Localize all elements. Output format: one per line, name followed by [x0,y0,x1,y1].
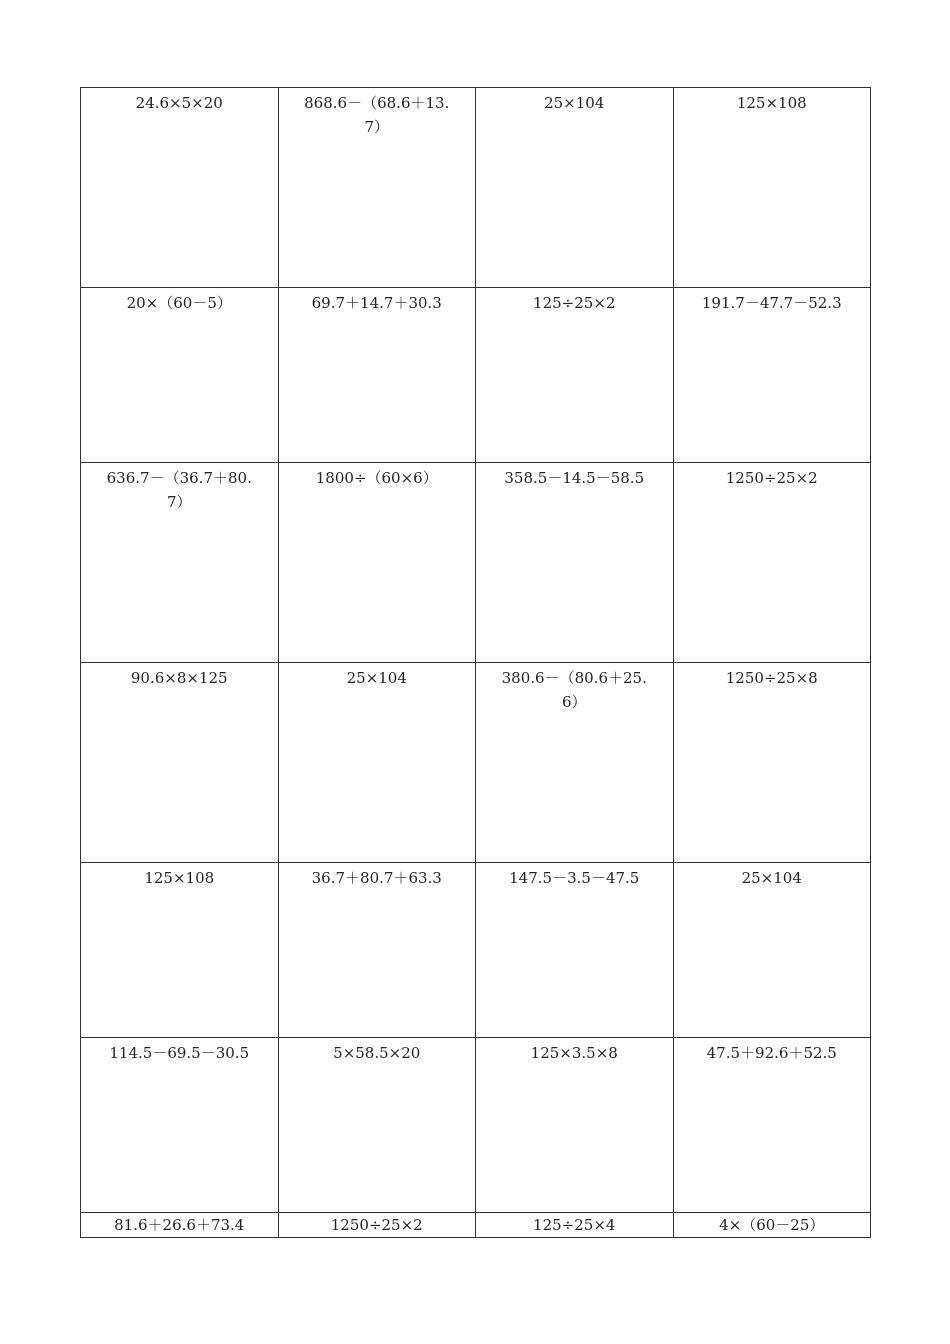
problem-cell: 636.7－（36.7＋80.7） [81,463,279,663]
grid-row [81,663,871,863]
problem-cell: 69.7＋14.7＋30.3 [278,288,476,463]
problem-cell: 125÷25×2 [476,288,674,463]
problem-cell: 1250÷25×2 [673,463,871,663]
problem-cell: 114.5－69.5－30.5 [81,1038,279,1213]
grid-row [81,1213,871,1238]
problem-cell: 36.7＋80.7＋63.3 [278,863,476,1038]
problem-cell: 380.6－（80.6＋25.6） [476,663,674,863]
problem-cell: 125×3.5×8 [476,1038,674,1213]
problem-cell: 191.7－47.7－52.3 [673,288,871,463]
problem-cell: 90.6×8×125 [81,663,279,863]
calculation-grid [80,87,871,1238]
problem-cell: 4×（60－25） [673,1213,871,1238]
problem-cell: 125÷25×4 [476,1213,674,1238]
problem-cell: 24.6×5×20 [81,88,279,288]
problem-cell: 47.5＋92.6＋52.5 [673,1038,871,1213]
problem-cell: 358.5－14.5－58.5 [476,463,674,663]
problem-cell: 1800÷（60×6） [278,463,476,663]
problem-cell: 125×108 [81,863,279,1038]
problem-cell: 25×104 [476,88,674,288]
problem-cell: 25×104 [673,863,871,1038]
problem-cell: 25×104 [278,663,476,863]
problem-cell: 81.6＋26.6＋73.4 [81,1213,279,1238]
problem-cell: 5×58.5×20 [278,1038,476,1213]
problem-cell: 125×108 [673,88,871,288]
grid-row [81,1038,871,1213]
problem-cell: 1250÷25×2 [278,1213,476,1238]
grid-row [81,288,871,463]
problem-cell: 1250÷25×8 [673,663,871,863]
problem-cell: 20×（60－5） [81,288,279,463]
problem-cell: 147.5－3.5－47.5 [476,863,674,1038]
grid-row [81,863,871,1038]
problem-cell: 868.6－（68.6＋13.7） [278,88,476,288]
grid-row [81,88,871,288]
grid-row [81,463,871,663]
